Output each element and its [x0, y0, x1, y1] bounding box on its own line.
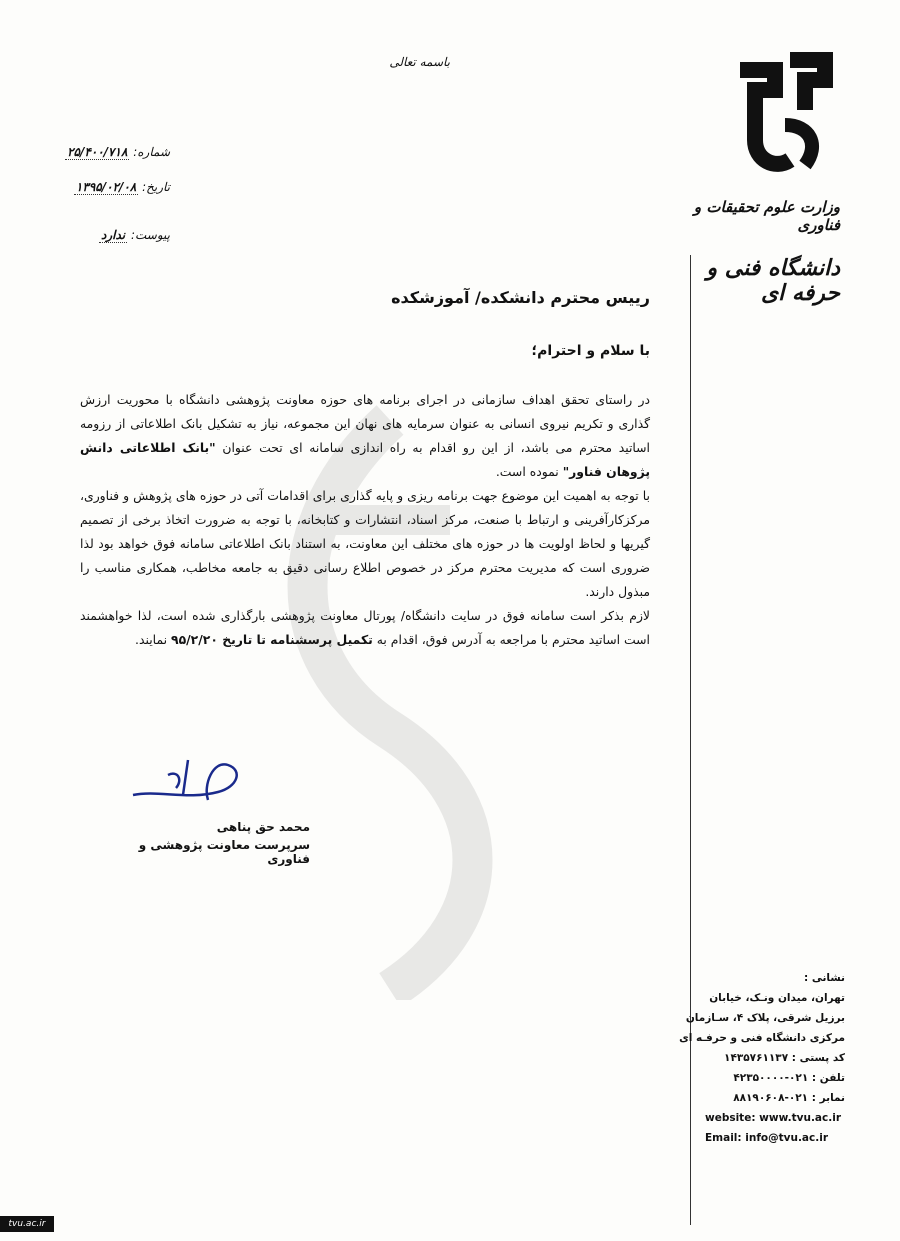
- divider-line: [690, 255, 691, 1225]
- postal-code: [705, 1048, 845, 1068]
- letter-attachment-label: پیوست:: [130, 228, 170, 242]
- letter-number-label: شماره:: [133, 145, 170, 159]
- address-line-1: تهران، میدان ونـک، خیابان: [709, 992, 845, 1004]
- signer-title: سرپرست معاونت پژوهشی و فناوری: [138, 838, 310, 866]
- letter-attachment: [40, 228, 170, 242]
- letter-number-value: ۲۵/۴۰۰/۷۱۸: [67, 145, 128, 159]
- deadline-text: تکمیل پرسشنامه تا تاریخ ۹۵/۲/۲۰: [171, 632, 373, 647]
- paragraph-2: با توجه به اهمیت این موضوع جهت برنامه ریزی و پایه گذاری برای اقدامات آتی در حوزه های پژوهش و فناوری، مرکزکارآفرینی و ارتباط با صنعت، مرکز اسناد، انتشارات و کتابخانه، با توجه به ضرورت اتخاذ برخی از تصمیم گیریها و لحاظ اولویت ها در حوزه های مختلف این معاونت، به استناد بانک اطلاعاتی سامانه فوق خواهد بود لذا ضروری است که مدیریت محترم مرکز در خصوص اطلاع رسانی دقیق به جامعه مخاطب، همکاری مناسب را مبذول دارند.: [80, 488, 650, 599]
- basmeh-text: باسمه تعالی: [389, 55, 450, 69]
- paragraph-1-end: نموده است.: [495, 464, 559, 479]
- recipient-line: رییس محترم دانشکده/ آموزشکده: [391, 288, 650, 307]
- paragraph-3-end: نمایند.: [135, 632, 168, 647]
- email-link[interactable]: Email: info@tvu.ac.ir: [705, 1132, 829, 1144]
- website-link[interactable]: website: www.tvu.ac.ir: [705, 1112, 842, 1124]
- letter-number: [40, 145, 170, 159]
- phone-value: ۰۲۱-۴۲۳۵۰۰۰۰: [733, 1072, 809, 1084]
- signature: [128, 740, 278, 820]
- fax-value: ۰۲۱-۸۸۱۹۰۶۰۸: [733, 1092, 809, 1104]
- letter-date-value: ۱۳۹۵/۰۲/۰۸: [75, 180, 137, 194]
- university-logo: [730, 50, 840, 190]
- fax-label: نمابر :: [811, 1092, 845, 1104]
- ministry-name: وزارت علوم تحقیقات و فناوری: [693, 198, 840, 234]
- signer-name: محمد حق پناهی: [216, 820, 310, 834]
- address-label: نشانی :: [804, 972, 845, 984]
- phone: [705, 1068, 845, 1088]
- greeting-line: با سلام و احترام؛: [531, 343, 650, 359]
- letter-date: [40, 180, 170, 194]
- paragraph-3-text: لازم بذکر است سامانه فوق در سایت دانشگاه/ پورتال معاونت پژوهشی بارگذاری شده است، لذا خواهشمند است اساتید محترم با مراجعه به آدرس فوق، اقدام به: [80, 608, 650, 647]
- address-line-3: مرکزی دانشگاه فنی و حرفـه ای: [679, 1032, 845, 1044]
- paragraph-3: [80, 604, 650, 652]
- contact-block: [679, 968, 845, 1148]
- fax: [705, 1088, 845, 1108]
- paragraph-1-text: در راستای تحقق اهداف سازمانی در اجرای برنامه های حوزه معاونت پژوهشی دانشگاه با محوریت ارزش گذاری و تکریم نیروی انسانی به عنوان سرمایه های نهان این مجموعه، نیاز به تشکیل بانک اطلاعاتی از رزومه اساتید محترم می باشد، از این رو اقدام به راه اندازی سامانه ای تحت عنوان: [80, 392, 650, 455]
- corner-watermark-label: tvu.ac.ir: [0, 1216, 54, 1232]
- address-line-2: برزیل شرقی، پلاک ۴، سـازمان: [685, 1012, 845, 1024]
- postal-label: کد پستی :: [791, 1052, 845, 1064]
- university-name: دانشگاه فنی و حرفه ای: [706, 256, 840, 306]
- postal-value: ۱۴۳۵۷۶۱۱۳۷: [724, 1052, 789, 1064]
- phone-label: تلفن :: [811, 1072, 845, 1084]
- paragraph-1: [80, 388, 650, 484]
- letter-date-label: تاریخ:: [142, 180, 170, 194]
- letter-body: [80, 388, 650, 652]
- system-name: "بانک اطلاعاتی دانش پژوهان فناور": [80, 440, 650, 479]
- letter-attachment-value: ندارد: [101, 228, 126, 242]
